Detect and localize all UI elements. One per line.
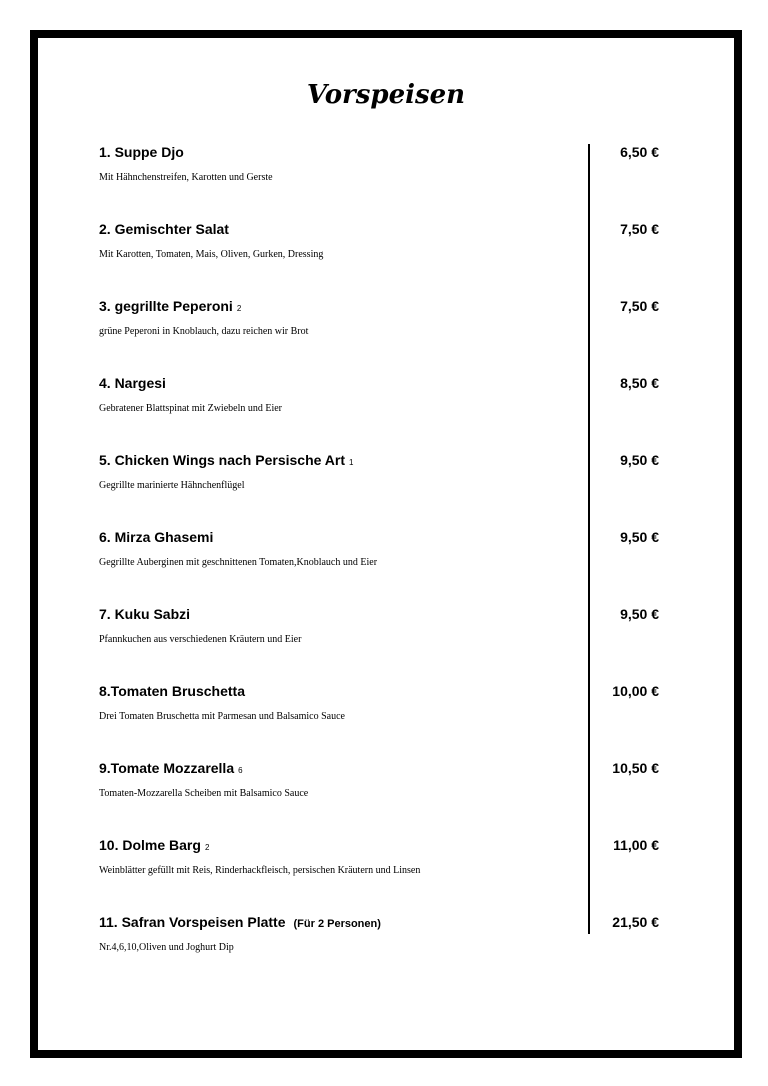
- menu-item: [99, 298, 659, 368]
- menu-item: [99, 529, 659, 599]
- item-name: 1. Suppe Djo: [99, 144, 184, 160]
- item-price: 10,50 €: [612, 760, 659, 776]
- menu-item: [99, 760, 659, 830]
- item-price: 11,00 €: [613, 837, 659, 853]
- menu-item: [99, 375, 659, 445]
- item-description: grüne Peperoni in Knoblauch, dazu reichen wir Brot: [99, 326, 309, 337]
- item-price: 6,50 €: [620, 144, 659, 160]
- item-name: 7. Kuku Sabzi: [99, 606, 191, 622]
- item-description: Weinblätter gefüllt mit Reis, Rinderhackfleisch, persischen Kräutern und Linsen: [99, 865, 421, 876]
- menu-frame: [30, 30, 742, 1058]
- item-description: Mit Hähnchenstreifen, Karotten und Gerste: [99, 172, 273, 183]
- item-extra: (Für 2 Personen): [293, 918, 381, 930]
- item-description: Nr.4,6,10,Oliven und Joghurt Dip: [99, 942, 234, 953]
- item-name: 8.Tomaten Bruschetta: [99, 683, 245, 699]
- item-price: 7,50 €: [620, 298, 659, 314]
- item-price: 8,50 €: [620, 375, 659, 391]
- item-note: 6: [238, 766, 243, 775]
- menu-item: [99, 683, 659, 753]
- item-description: Drei Tomaten Bruschetta mit Parmesan und Balsamico Sauce: [99, 711, 345, 722]
- item-price: 9,50 €: [620, 452, 659, 468]
- item-name: 6. Mirza Ghasemi: [99, 529, 214, 545]
- item-description: Gegrillte marinierte Hähnchenflügel: [99, 480, 245, 491]
- item-price: 9,50 €: [620, 529, 659, 545]
- item-price: 7,50 €: [620, 221, 659, 237]
- item-price: 10,00 €: [612, 683, 659, 699]
- menu-item: [99, 606, 659, 676]
- item-description: Pfannkuchen aus verschiedenen Kräutern und Eier: [99, 634, 302, 645]
- item-description: Tomaten-Mozzarella Scheiben mit Balsamico Sauce: [99, 788, 309, 799]
- item-description: Gegrillte Auberginen mit geschnittenen Tomaten,Knoblauch und Eier: [99, 557, 378, 568]
- item-name: 11. Safran Vorspeisen Platte (Für 2 Personen): [99, 914, 381, 930]
- item-name: 10. Dolme Barg 2: [99, 837, 210, 853]
- menu-item: [99, 837, 659, 907]
- item-name: 5. Chicken Wings nach Persische Art 1: [99, 452, 354, 468]
- item-description: Gebratener Blattspinat mit Zwiebeln und Eier: [99, 403, 282, 414]
- item-name: 9.Tomate Mozzarella 6: [99, 760, 243, 776]
- item-name: 4. Nargesi: [99, 375, 166, 391]
- menu-item: [99, 914, 659, 984]
- item-note: 2: [204, 843, 210, 852]
- item-price: 9,50 €: [620, 606, 659, 622]
- page-title: Vorspeisen: [306, 80, 466, 110]
- item-note: 2: [236, 304, 242, 313]
- item-note: 1: [349, 458, 354, 467]
- item-description: Mit Karotten, Tomaten, Mais, Oliven, Gurken, Dressing: [99, 249, 324, 260]
- item-name: 2. Gemischter Salat: [99, 221, 229, 237]
- menu-item: [99, 452, 659, 522]
- menu-item: [99, 144, 659, 214]
- item-price: 21,50 €: [612, 914, 659, 930]
- item-name: 3. gegrillte Peperoni 2: [99, 298, 242, 314]
- menu-item: [99, 221, 659, 291]
